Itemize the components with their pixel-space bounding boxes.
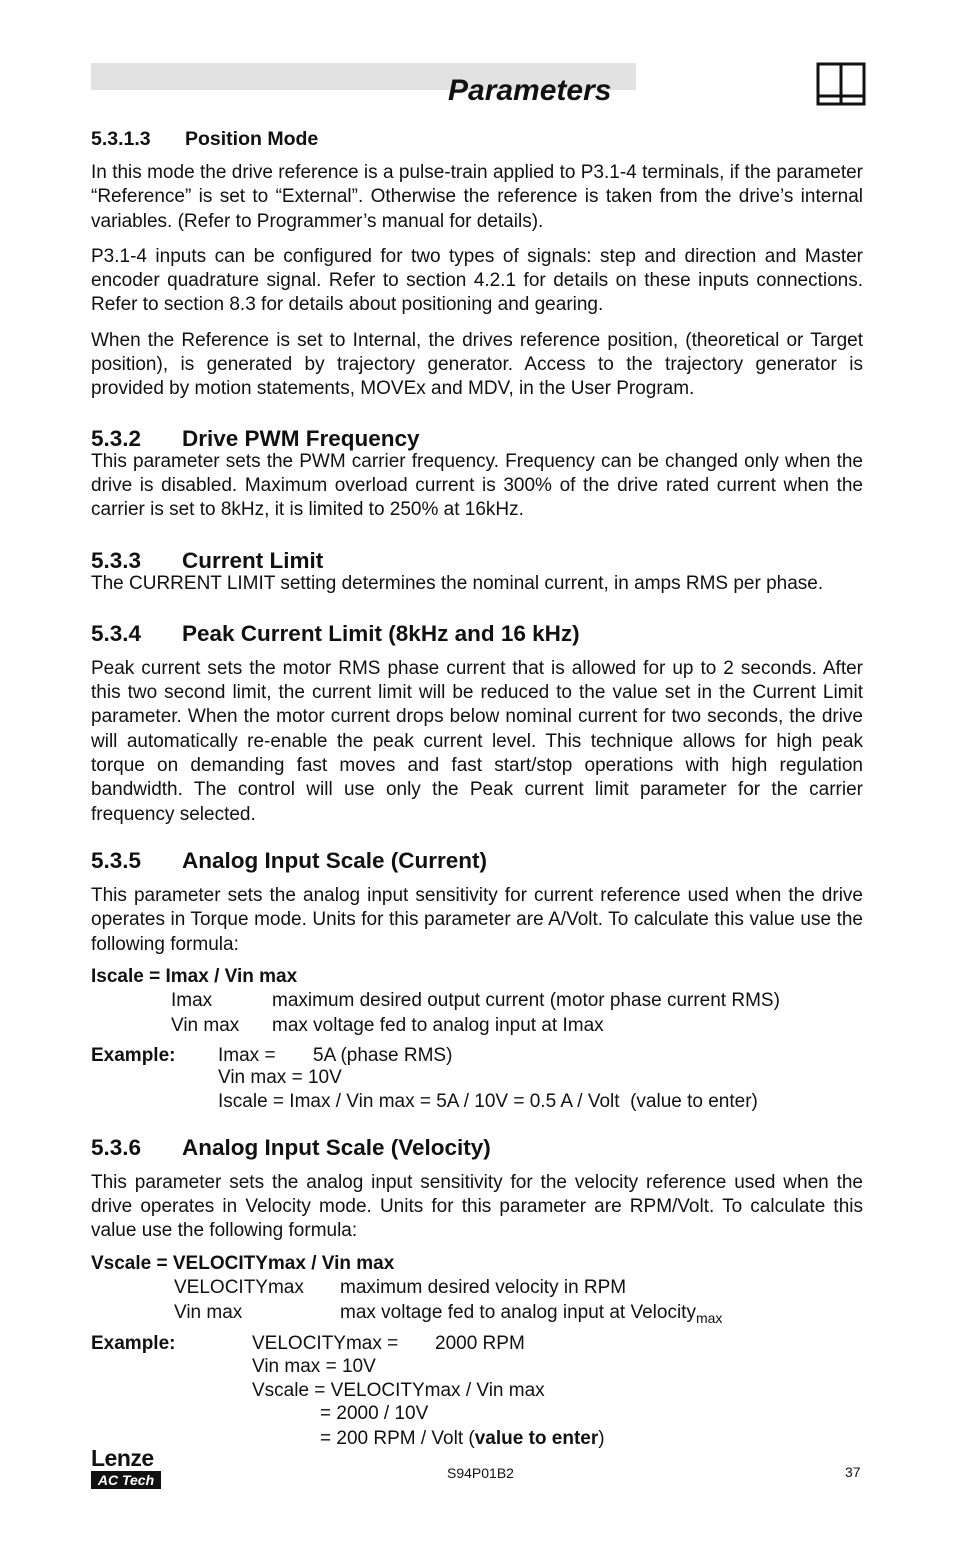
- definition-term: Vin max: [171, 1015, 240, 1037]
- paragraph: The CURRENT LIMIT setting determines the nominal current, in amps RMS per phase.: [91, 572, 824, 594]
- definition-desc-text: max voltage fed to analog input at Velocity: [340, 1302, 696, 1324]
- example-row: [91, 1379, 863, 1403]
- lenze-actech-logo: [91, 1446, 163, 1494]
- example-text: 5A (phase RMS): [313, 1044, 453, 1066]
- example-row: [91, 1402, 863, 1426]
- section-number: 5.3.5: [91, 847, 142, 873]
- section-heading-5-3-4: [91, 620, 863, 648]
- section-title: Analog Input Scale (Current): [182, 847, 488, 873]
- definition-desc: maximum desired output current (motor phase current RMS): [272, 990, 780, 1012]
- example-text: = 2000 / 10V: [320, 1403, 429, 1425]
- section-heading-5-3-2: [91, 425, 863, 453]
- example-text-part: ): [598, 1427, 605, 1449]
- page-content: [91, 126, 863, 1451]
- example-text: VELOCITYmax =: [252, 1333, 399, 1355]
- example-row: [91, 1427, 863, 1451]
- formula: [91, 1252, 863, 1276]
- definition-term: Vin max: [174, 1302, 243, 1324]
- example-text-part: = 200 RPM / Volt (: [320, 1427, 475, 1449]
- paragraph: Peak current sets the motor RMS phase current that is allowed for up to 2 seconds. After this two second limit, the current limit will be reduced to the value set in the Current Limit parameter. When the motor current drops below nominal current for two seconds, the drive will automatically re-enable the peak current level. This technique allows for high peak torque on demanding fast moves and fast start/stop operations with high regulation bandwidth. The control will use only the Peak current limit parameter for the carrier frequency selected.: [91, 657, 863, 825]
- definition-desc: maximum desired velocity in RPM: [340, 1276, 627, 1298]
- example-text: Vscale = VELOCITYmax / Vin max: [252, 1379, 545, 1401]
- definition-term: Imax: [171, 990, 213, 1012]
- definition-row: [91, 989, 863, 1013]
- section-title: Analog Input Scale (Velocity): [182, 1134, 491, 1160]
- paragraph: This parameter sets the analog input sensitivity for current reference used when the drive operates in Torque mode. Units for this parameter are A/Volt. To calculate this value use the following formula:: [91, 884, 863, 955]
- section-heading-5-3-5: [91, 847, 863, 875]
- section-number: 5.3.2: [91, 425, 142, 451]
- section-heading-5-3-6: [91, 1134, 863, 1162]
- paragraph: This parameter sets the PWM carrier frequency. Frequency can be changed only when the drive is disabled. Maximum overload current is 300% of the drive rated current when the carrier is set to 8kHz, it is limited to 250% at 16kHz.: [91, 450, 863, 521]
- example-text: Iscale = Imax / Vin max = 5A / 10V = 0.5 A / Volt (value to enter): [218, 1091, 758, 1113]
- formula: [91, 965, 863, 989]
- example-text: [320, 1427, 605, 1451]
- example-text: Vin max = 10V: [218, 1067, 342, 1089]
- book-icon: [816, 62, 866, 106]
- definition-desc: max voltage fed to analog input at Imax: [272, 1015, 604, 1037]
- example-row: [91, 1066, 863, 1090]
- example-row: [91, 1044, 863, 1068]
- logo-actech: AC Tech: [91, 1471, 161, 1489]
- definition-row: [91, 1301, 863, 1325]
- section-number: 5.3.1.3: [91, 128, 151, 150]
- section-number: 5.3.3: [91, 547, 142, 573]
- section-title: Current Limit: [182, 547, 324, 573]
- logo-lenze: Lenze: [91, 1445, 154, 1471]
- definition-term: VELOCITYmax: [174, 1276, 304, 1298]
- section-heading-5-3-3: [91, 547, 863, 575]
- paragraph: P3.1-4 inputs can be configured for two types of signals: step and direction and Master encoder quadrature signal. Refer to section 4.2.1 for details on these inputs connections. Refer to section 8.3 for details about positioning and gearing.: [91, 245, 863, 316]
- section-number: 5.3.4: [91, 620, 142, 646]
- section-heading-5-3-1-3: [91, 126, 863, 152]
- paragraph: This parameter sets the analog input sensitivity for the velocity reference used when the drive operates in Velocity mode. Units for this parameter are RPM/Volt. To calculate this value use the following formula:: [91, 1171, 863, 1242]
- section-title: Position Mode: [185, 128, 319, 150]
- example-row: [91, 1332, 863, 1356]
- definition-row: [91, 1276, 863, 1300]
- paragraph: In this mode the drive reference is a pulse-train applied to P3.1-4 terminals, if the parameter “Reference” is set to “External”. Otherwise the reference is taken from the drive’s internal variables. (Refer to Programmer’s manual for details).: [91, 162, 863, 232]
- definition-row: [91, 1014, 863, 1038]
- example-label: Example:: [91, 1044, 176, 1066]
- example-row: [91, 1090, 863, 1114]
- page-number: 37: [845, 1464, 861, 1480]
- formula-text: Iscale = Imax / Vin max: [91, 965, 298, 987]
- example-text: 2000 RPM: [435, 1333, 525, 1355]
- example-row: [91, 1355, 863, 1379]
- example-text-emphasis: value to enter: [474, 1427, 599, 1449]
- section-title: Drive PWM Frequency: [182, 425, 420, 451]
- definition-desc: [340, 1301, 722, 1325]
- example-label: Example:: [91, 1333, 176, 1355]
- page-title: Parameters: [448, 74, 612, 107]
- document-code: S94P01B2: [447, 1465, 514, 1481]
- section-number: 5.3.6: [91, 1134, 142, 1160]
- example-text: Imax =: [218, 1044, 276, 1066]
- formula-text: Vscale = VELOCITYmax / Vin max: [91, 1252, 395, 1274]
- paragraph: When the Reference is set to Internal, the drives reference position, (theoretical or Target position), is generated by trajectory generator. Access to the trajectory generator is provided by motion statements, MOVEx and MDV, in the User Program.: [91, 329, 863, 400]
- example-text: Vin max = 10V: [252, 1355, 376, 1377]
- section-title: Peak Current Limit (8kHz and 16 kHz): [182, 620, 580, 646]
- subscript: max: [695, 1310, 723, 1327]
